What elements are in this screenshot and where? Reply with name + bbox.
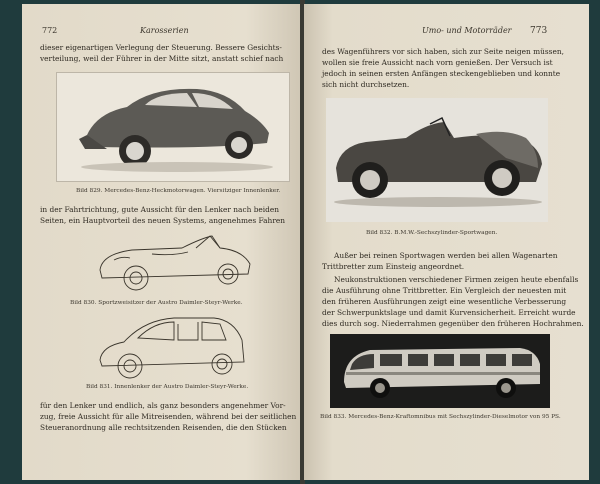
figure-830-caption: Bild 830. Sportzweisitzer der Austro Daimler-Steyr-Werke. bbox=[70, 300, 243, 306]
right-text-line-1: des Wagenführers vor sich haben, sich zur Seite neigen müssen, bbox=[322, 47, 564, 56]
right-page-header: Umo- und Motorräder bbox=[422, 26, 512, 35]
right-text-line-10: der Schwerpunktslage und damit Kurvensicherheit. Erreicht wurde bbox=[322, 308, 576, 317]
left-text-line-5: für den Lenker und endlich, als ganz besonders angenehmer Vor- bbox=[40, 401, 286, 410]
bmw-sports-car-image bbox=[326, 98, 548, 222]
right-text-line-4: sich nicht durchsetzen. bbox=[322, 80, 410, 89]
figure-832-caption: Bild 832. B.M.W.-Sechszylinder-Sportwagen. bbox=[366, 230, 498, 236]
mercedes-bus-image bbox=[330, 334, 550, 408]
right-page bbox=[304, 4, 589, 480]
figure-829-caption: Bild 829. Mercedes-Benz-Heckmotorwagen. Viersitziger Innenlenker. bbox=[76, 188, 281, 194]
left-text-line-6: zug, freie Aussicht für alle Mitreisenden, während bei der seitlichen bbox=[40, 412, 297, 421]
left-text-line-2: verteilung, weil der Führer in der Mitte sitzt, anstatt schief nach bbox=[40, 54, 284, 63]
right-text-line-6: Trittbretter zum Einsteig angeordnet. bbox=[322, 262, 465, 271]
left-text-line-1: dieser eigenartigen Verlegung der Steuerung. Bessere Gesichts- bbox=[40, 43, 282, 52]
right-text-line-7: Neukonstruktionen verschiedener Firmen zeigen heute ebenfalls bbox=[334, 275, 579, 284]
right-text-line-5: Außer bei reinen Sportwagen werden bei allen Wagenarten bbox=[334, 251, 558, 260]
right-text-line-8: die Ausführung ohne Trittbretter. Ein Vergleich der neuesten mit bbox=[322, 286, 567, 295]
right-text-line-2: wollen sie freie Aussicht nach vorn genießen. Der Versuch ist bbox=[322, 58, 553, 67]
figure-833-photo bbox=[330, 334, 550, 408]
figure-832-photo bbox=[326, 98, 548, 222]
left-text-line-3: in der Fahrtrichtung, gute Aussicht für den Lenker nach beiden bbox=[40, 205, 280, 214]
figure-830-drawing bbox=[92, 230, 256, 296]
right-text-line-11: dies durch sog. Niederrahmen gegenüber den früheren Hochrahmen. bbox=[322, 319, 584, 328]
figure-831-drawing bbox=[94, 310, 254, 380]
left-page bbox=[22, 4, 302, 480]
left-text-line-7: Steueranordnung alle rechtsitzenden Reisenden, die den Stücken bbox=[40, 423, 287, 432]
figure-833-caption: Bild 833. Mercedes-Benz-Kraftomnibus mit Sechszylinder-Dieselmotor von 95 PS. bbox=[320, 414, 561, 420]
left-text-line-4: Seiten, ein Hauptvorteil des neuen Systems, angenehmes Fahren bbox=[40, 216, 285, 225]
right-text-line-3: jedoch in seinen ersten Anfängen steckengeblieben und konnte bbox=[322, 69, 561, 78]
right-page-number: 773 bbox=[530, 26, 548, 36]
figure-829-photo bbox=[56, 72, 290, 182]
left-page-number: 772 bbox=[42, 26, 58, 35]
mercedes-rear-engine-car-image bbox=[57, 73, 289, 181]
figure-831-caption: Bild 831. Innenlenker der Austro Daimler-Steyr-Werke. bbox=[86, 384, 249, 390]
right-text-line-9: den früheren Ausführungen zeigt eine wesentliche Verbesserung bbox=[322, 297, 567, 306]
left-page-header: Karosserien bbox=[140, 26, 189, 35]
